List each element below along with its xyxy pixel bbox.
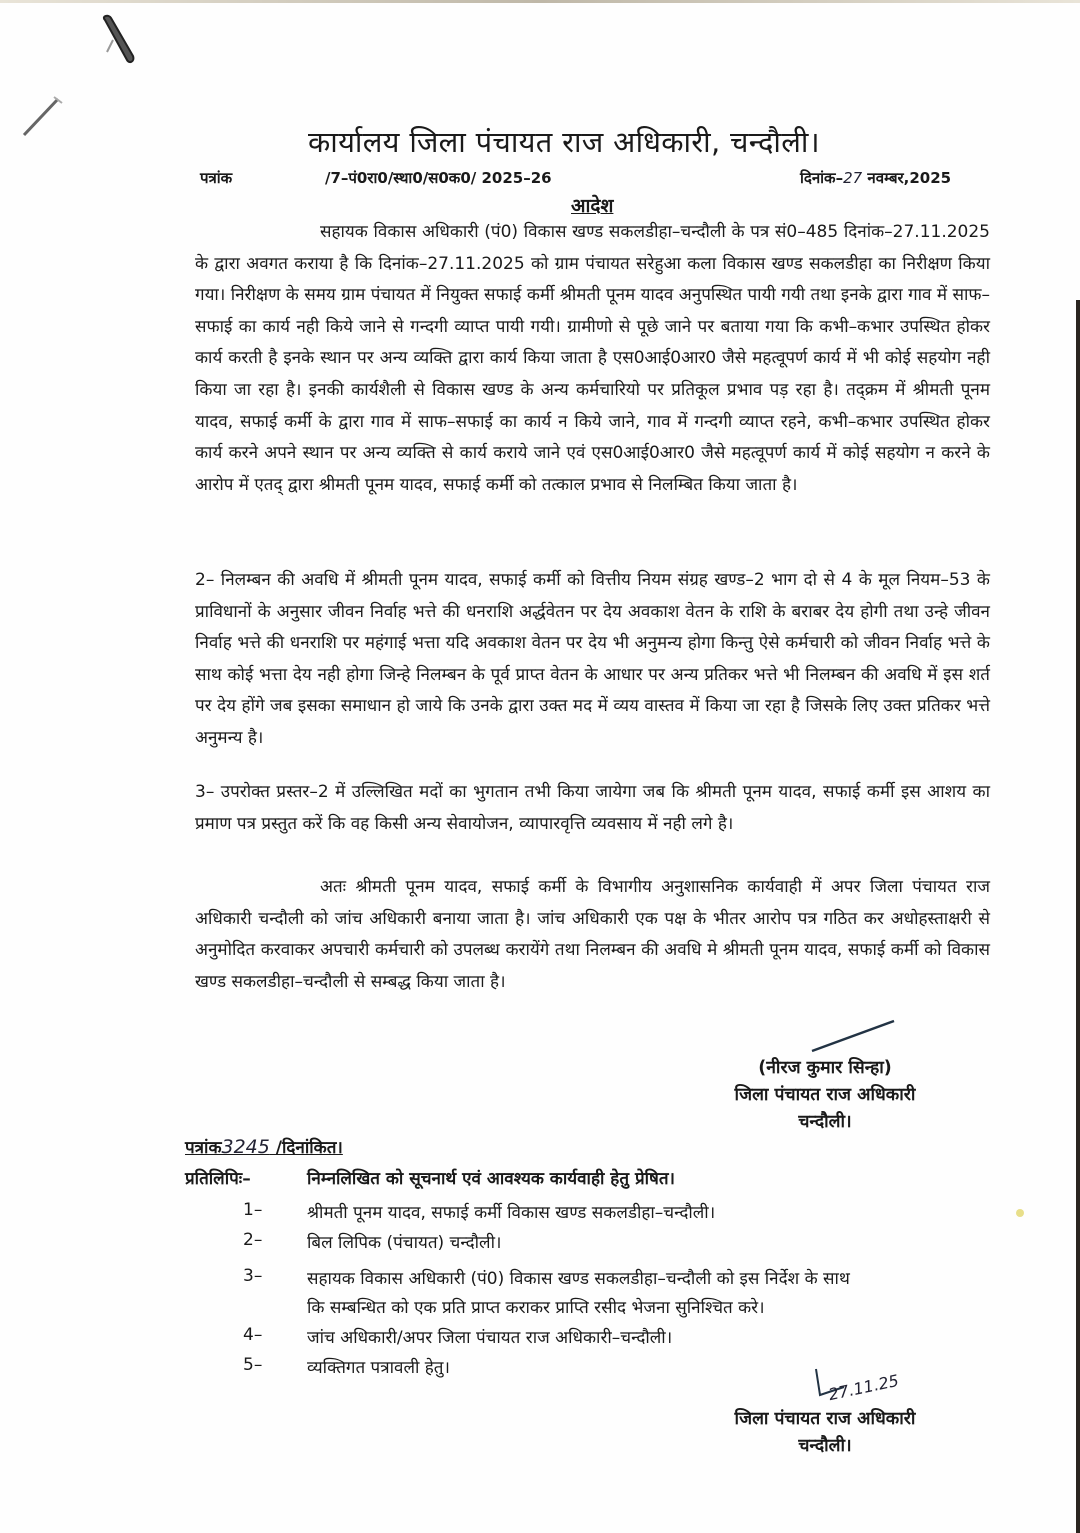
- footer-place: चन्दौली।: [798, 1436, 852, 1456]
- order-heading: आदेश: [571, 195, 614, 217]
- signatory-name: (नीरज कुमार सिन्हा): [758, 1058, 892, 1078]
- cc-intro: निम्नलिखित को सूचनार्थ एवं आवश्यक कार्यवाही हेतु प्रेषित।: [307, 1169, 675, 1189]
- date-handwritten: 27: [843, 169, 863, 187]
- cc-label: प्रतिलिपिः–: [185, 1169, 251, 1189]
- ref-label: पत्रांक: [200, 169, 233, 187]
- copy-ref-label: पत्रांक: [185, 1138, 222, 1158]
- footer-designation: जिला पंचायत राज अधिकारी: [734, 1409, 916, 1429]
- binder-clip-icon: [95, 12, 145, 72]
- cc-item-number: 3–: [243, 1266, 263, 1286]
- cc-item-continued: कि सम्बन्धित को एक प्रति प्राप्त कराकर प्राप्ति रसीद भेजना सुनिश्चित करे।: [307, 1298, 765, 1318]
- copy-ref-handwritten: 3245: [221, 1136, 270, 1158]
- signature-block: [700, 1055, 950, 1136]
- paragraph-4: अतः श्रीमती पूनम यादव, सफाई कर्मी के विभागीय अनुशासनिक कार्यवाही में अपर जिला पंचायत राज अधिकारी चन्दौली को जांच अधिकारी बनाया जाता है। जांच अधिकारी एक पक्ष के भीतर आरोप पत्र गठित कर अधोहस्ताक्षरी से अनुमोदित करवाकर अपचारी कर्मचारी को उपलब्ध करायेंगे तथा निलम्बन की अवधि मे श्रीमती पूनम यादव, सफाई कर्मी को विकास खण्ड सकलडीहा–चन्दौली से सम्बद्ध किया जाता है।: [195, 877, 990, 992]
- date-suffix: नवम्बर,2025: [867, 169, 952, 187]
- cc-item: जांच अधिकारी/अपर जिला पंचायत राज अधिकारी–चन्दौली।: [307, 1328, 673, 1348]
- cc-item: सहायक विकास अधिकारी (पं0) विकास खण्ड सकलडीहा–चन्दौली को इस निर्देश के साथ: [307, 1269, 850, 1289]
- cc-item: बिल लिपिक (पंचायत) चन्दौली।: [307, 1233, 502, 1253]
- handwritten-date: 27.11.25: [826, 1370, 901, 1405]
- cc-item: श्रीमती पूनम यादव, सफाई कर्मी विकास खण्ड सकलडीहा–चन्दौली।: [307, 1203, 716, 1223]
- paragraph-3: 3– उपरोक्त प्रस्तर–2 में उल्लिखित मदों का भुगतान तभी किया जायेगा जब कि श्रीमती पूनम यादव, सफाई कर्मी इस आशय का प्रमाण पत्र प्रस्तुत करें कि वह किसी अन्य सेवायोजन, व्यापारवृत्ति व्यवसाय में नही लगे है।: [195, 782, 990, 834]
- copy-ref: [185, 1135, 343, 1158]
- ref-number: /7–पं0रा0/स्था0/स0क0/ 2025–26: [325, 169, 552, 187]
- page-right-edge: [1076, 300, 1080, 1533]
- paragraph-2: 2– निलम्बन की अवधि में श्रीमती पूनम यादव, सफाई कर्मी को वित्तीय नियम संग्रह खण्ड–2 भाग दो से 4 के मूल नियम–53 के प्राविधानों के अनुसार जीवन निर्वाह भत्ते की धनराशि अर्द्धवेतन पर देय अवकाश वेतन के राशि के बराबर देय होगी तथा उन्हे जीवन निर्वाह भत्ते की धनराशि पर महंगाई भत्ता यदि अवकाश वेतन पर देय भी अनुमन्य होगा किन्तु ऐसे कर्मचारी को जीवन निर्वाह भत्ते के साथ कोई भत्ता देय नही होगा जिन्हे निलम्बन के पूर्व प्राप्त वेतन के आधार पर अन्य प्रतिकर भत्ते भी निलम्बन की अवधि में इस शर्त पर देय होंगे जब इसका समाधान हो जाये कि उनके द्वारा उक्त मद में व्यय वास्तव में किया जा रहा है जिसके लिए उक्त प्रतिकर भत्ते अनुमन्य है।: [195, 570, 990, 748]
- cc-item: व्यक्तिगत पत्रावली हेतु।: [307, 1358, 450, 1378]
- cc-item-number: 1–: [243, 1200, 263, 1220]
- date-label: दिनांक–: [800, 169, 844, 187]
- cc-item-number: 2–: [243, 1230, 263, 1250]
- paragraph-1: सहायक विकास अधिकारी (पं0) विकास खण्ड सकलडीहा–चन्दौली के पत्र सं0–485 दिनांक–27.11.2025 के द्वारा अवगत कराया है कि दिनांक–27.11.2025 को ग्राम पंचायत सरेहुआ कला विकास खण्ड सकलडीहा का निरीक्षण किया गया। निरीक्षण के समय ग्राम पंचायत में नियुक्त सफाई कर्मी श्रीमती पूनम यादव अनुपस्थित पायी गयी तथा इनके द्वारा गाव में साफ–सफाई का कार्य नही किये जाने से गन्दगी व्याप्त पायी गयी। ग्रामीणो से पूछे जाने पर बताया गया कि कभी–कभार उपस्थित होकर कार्य करती है इनके स्थान पर अन्य व्यक्ति द्वारा कार्य किया जाता है एस0आई0आर0 जैसे महत्वूपर्ण कार्य में भी कोई सहयोग नही किया जा रहा है। इनकी कार्यशैली से विकास खण्ड के अन्य कर्मचारियो पर प्रतिकूल प्रभाव पड़ रहा है। तद्क्रम में श्रीमती पूनम यादव, सफाई कर्मी के द्वारा गाव में साफ–सफाई का कार्य न किये जाने, गाव में गन्दगी व्याप्त रहने, कभी–कभार उपस्थित होकर कार्य करने अपने स्थान पर अन्य व्यक्ति से कार्य कराये जाने एवं एस0आई0आर0 जैसे महत्वूपर्ण कार्य में कोई सहयोग न करने के आरोप में एतद् द्वारा श्रीमती पूनम यादव, सफाई कर्मी को तत्काल प्रभाव से निलम्बित किया जाता है।: [195, 222, 990, 495]
- signatory-designation: जिला पंचायत राज अधिकारी: [734, 1085, 916, 1105]
- date-line: [800, 168, 951, 188]
- signature-stroke: [800, 1015, 900, 1055]
- cc-item-number: 5–: [243, 1355, 263, 1375]
- cc-item-number: 4–: [243, 1325, 263, 1345]
- footer-signature-block: [700, 1406, 950, 1460]
- pin-icon: [18, 95, 68, 140]
- signatory-place: चन्दौली।: [798, 1112, 852, 1132]
- copy-ref-suffix: /दिनांकित।: [269, 1138, 343, 1158]
- paper-speck: [1012, 1205, 1028, 1221]
- page-top-edge: [0, 0, 1080, 3]
- office-title: कार्यालय जिला पंचायत राज अधिकारी, चन्दौली।: [308, 125, 820, 159]
